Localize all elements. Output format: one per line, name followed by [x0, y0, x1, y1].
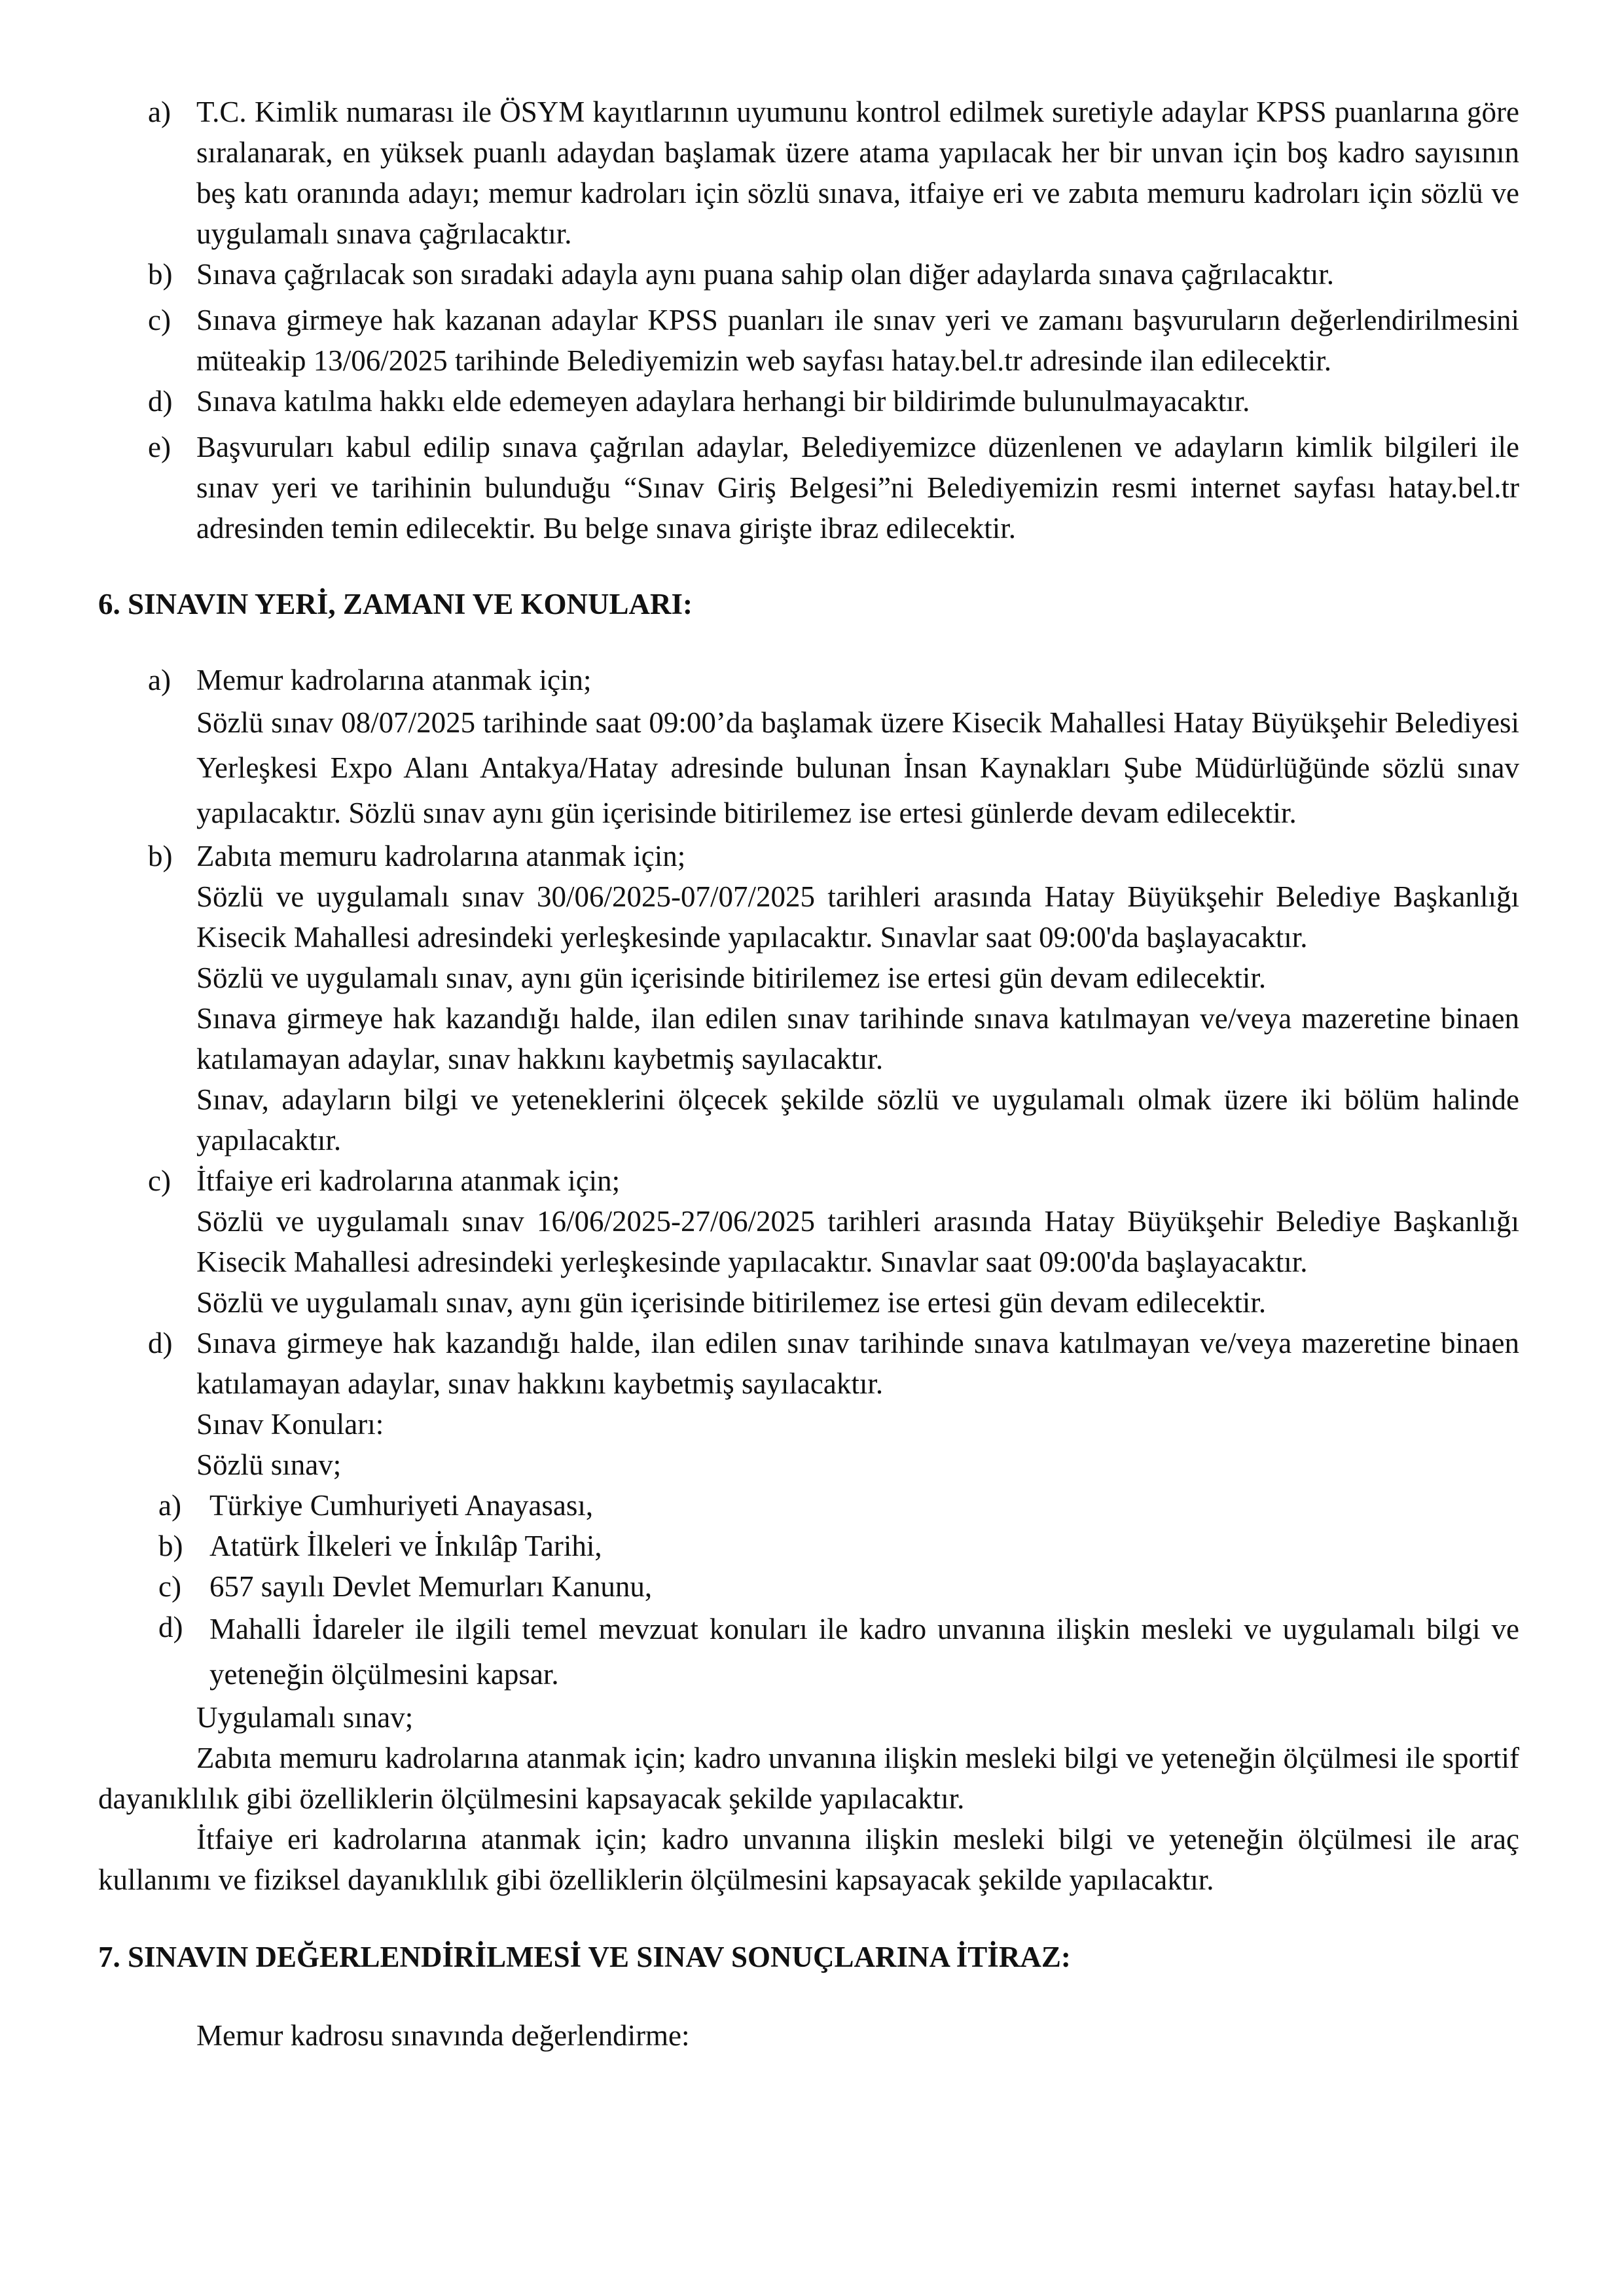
section-7-intro: Memur kadrosu sınavında değerlendirme: — [196, 2019, 690, 2052]
item-text: Sözlü sınav 08/07/2025 tarihinde saat 09:00’da başlamak üzere Kisecik Mahallesi Hatay Büyükşehir Belediyesi Yerleşkesi Expo Alanı Antakya/Hatay adresinde bulunan İnsan Kaynakları Şube Müdürlüğünde sözlü sınav yapılacaktır. Sözlü sınav aynı gün içerisinde bitirilemez ise ertesi günlerde devam edilecektir. — [196, 706, 1519, 829]
list-marker: e) — [148, 431, 171, 463]
list-item — [98, 254, 1519, 295]
list-marker: d) — [158, 1611, 183, 1643]
list-item-text: Sınava girmeye hak kazanan adaylar KPSS puanları ile sınav yeri ve zamanı başvuruların değerlendirilmesini müteakip 13/06/2025 tarihinde Belediyemizin web sayfası hatay.bel.tr adresinde ilan edilecektir. — [196, 304, 1519, 377]
list-item-text: Sınava katılma hakkı elde edemeyen adaylara herhangi bir bildirimde bulunulmayacaktır. — [196, 385, 1250, 418]
list-marker: d) — [148, 1327, 173, 1359]
item-text: Sözlü ve uygulamalı sınav 16/06/2025-27/06/2025 tarihleri arasında Hatay Büyükşehir Belediye Başkanlığı Kisecik Mahallesi adresindeki yerleşkesinde yapılacaktır. Sınavlar saat 09:00'da başlayacaktır. — [196, 1205, 1519, 1278]
list-marker: d) — [148, 385, 173, 418]
section-6-item-a — [98, 660, 1519, 836]
section-6-item-c — [98, 1160, 1519, 1323]
item-text: Sözlü ve uygulamalı sınav, aynı gün içerisinde bitirilemez ise ertesi gün devam edilecektir. — [196, 1286, 1267, 1319]
list-marker: c) — [148, 1164, 171, 1197]
practical-itfaiye-text: İtfaiye eri kadrolarına atanmak için; kadro unvanına ilişkin mesleki bilgi ve yeteneğin ölçülmesi ile araç kullanımı ve fiziksel dayanıklılık gibi özelliklerin ölçülmesini kapsayacak şekilde yapılacaktır. — [98, 1823, 1519, 1896]
item-title: Zabıta memuru kadrolarına atanmak için; — [196, 840, 686, 872]
list-item-text: Sınava çağrılacak son sıradaki adayla aynı puana sahip olan diğer adaylarda sınava çağrılacaktır. — [196, 258, 1335, 291]
list-marker: a) — [158, 1489, 181, 1522]
list-marker: a) — [148, 96, 171, 128]
list-marker: c) — [158, 1570, 181, 1603]
oral-exam-label: Sözlü sınav; — [196, 1448, 342, 1481]
topic-text: Mahalli İdareler ile ilgili temel mevzuat konuları ile kadro unvanına ilişkin mesleki ve uygulamalı bilgi ve yeteneğin ölçülmesini kapsar. — [209, 1613, 1519, 1691]
item-text: Sınav, adayların bilgi ve yeteneklerini ölçecek şekilde sözlü ve uygulamalı olmak üzere iki bölüm halinde yapılacaktır. — [196, 1083, 1519, 1157]
topic-item — [98, 1566, 1519, 1607]
item-text: Sınava girmeye hak kazandığı halde, ilan edilen sınav tarihinde sınava katılmayan ve/veya mazeretine binaen katılamayan adaylar, sınav hakkını kaybetmiş sayılacaktır. — [196, 1327, 1519, 1400]
section-6-item-b — [98, 836, 1519, 1160]
item-title: İtfaiye eri kadrolarına atanmak için; — [196, 1164, 621, 1197]
topic-item — [98, 1607, 1519, 1697]
list-marker: b) — [148, 840, 173, 872]
list-marker: a) — [148, 664, 171, 696]
item-title: Memur kadrolarına atanmak için; — [196, 664, 592, 696]
topic-text: Atatürk İlkeleri ve İnkılâp Tarihi, — [209, 1530, 602, 1562]
list-marker: b) — [148, 258, 173, 291]
topic-item — [98, 1526, 1519, 1566]
list-item — [98, 300, 1519, 381]
list-item-text: Başvuruları kabul edilip sınava çağrılan adaylar, Belediyemizce düzenlenen ve adayların kimlik bilgileri ile sınav yeri ve tarihinin bulunduğu “Sınav Giriş Belgesi”ni Belediyemizin resmi internet sayfası hatay.bel.tr adresinden temin edilecektir. Bu belge sınava girişte ibraz edilecektir. — [196, 431, 1519, 545]
item-text: Sözlü ve uygulamalı sınav, aynı gün içerisinde bitirilemez ise ertesi gün devam edilecektir. — [196, 961, 1267, 994]
section-7-heading: 7. SINAVIN DEĞERLENDİRİLMESİ VE SINAV SONUÇLARINA İTİRAZ: — [98, 1941, 1071, 1973]
list-item — [98, 427, 1519, 548]
list-item — [98, 92, 1519, 254]
topic-text: 657 sayılı Devlet Memurları Kanunu, — [209, 1570, 653, 1603]
list-item — [98, 381, 1519, 422]
topic-item — [98, 1485, 1519, 1526]
practical-exam-label: Uygulamalı sınav; — [196, 1701, 414, 1734]
item-text: Sözlü ve uygulamalı sınav 30/06/2025-07/07/2025 tarihleri arasında Hatay Büyükşehir Belediye Başkanlığı Kisecik Mahallesi adresindeki yerleşkesinde yapılacaktır. Sınavlar saat 09:00'da başlayacaktır. — [196, 880, 1519, 954]
list-marker: b) — [158, 1530, 183, 1562]
topics-label: Sınav Konuları: — [196, 1408, 384, 1441]
list-marker: c) — [148, 304, 171, 336]
section-6-heading: 6. SINAVIN YERİ, ZAMANI VE KONULARI: — [98, 588, 693, 620]
item-text: Sınava girmeye hak kazandığı halde, ilan edilen sınav tarihinde sınava katılmayan ve/veya mazeretine binaen katılamayan adaylar, sınav hakkını kaybetmiş sayılacaktır. — [196, 1002, 1519, 1075]
section-6-item-d — [98, 1323, 1519, 1404]
practical-zabita-text: Zabıta memuru kadrolarına atanmak için; kadro unvanına ilişkin mesleki bilgi ve yeteneğin ölçülmesi ile sportif dayanıklılık gibi özelliklerin ölçülmesini kapsayacak şekilde yapılacaktır. — [98, 1742, 1519, 1815]
list-item-text: T.C. Kimlik numarası ile ÖSYM kayıtlarının uyumunu kontrol edilmek suretiyle adaylar KPSS puanlarına göre sıralanarak, en yüksek puanlı adaydan başlamak üzere atama yapılacak her bir unvan için boş kadro sayısının beş katı oranında adayı; memur kadroları için sözlü sınava, itfaiye eri ve zabıta memuru kadroları için sözlü ve uygulamalı sınava çağrılacaktır. — [196, 96, 1519, 250]
topic-text: Türkiye Cumhuriyeti Anayasası, — [209, 1489, 594, 1522]
